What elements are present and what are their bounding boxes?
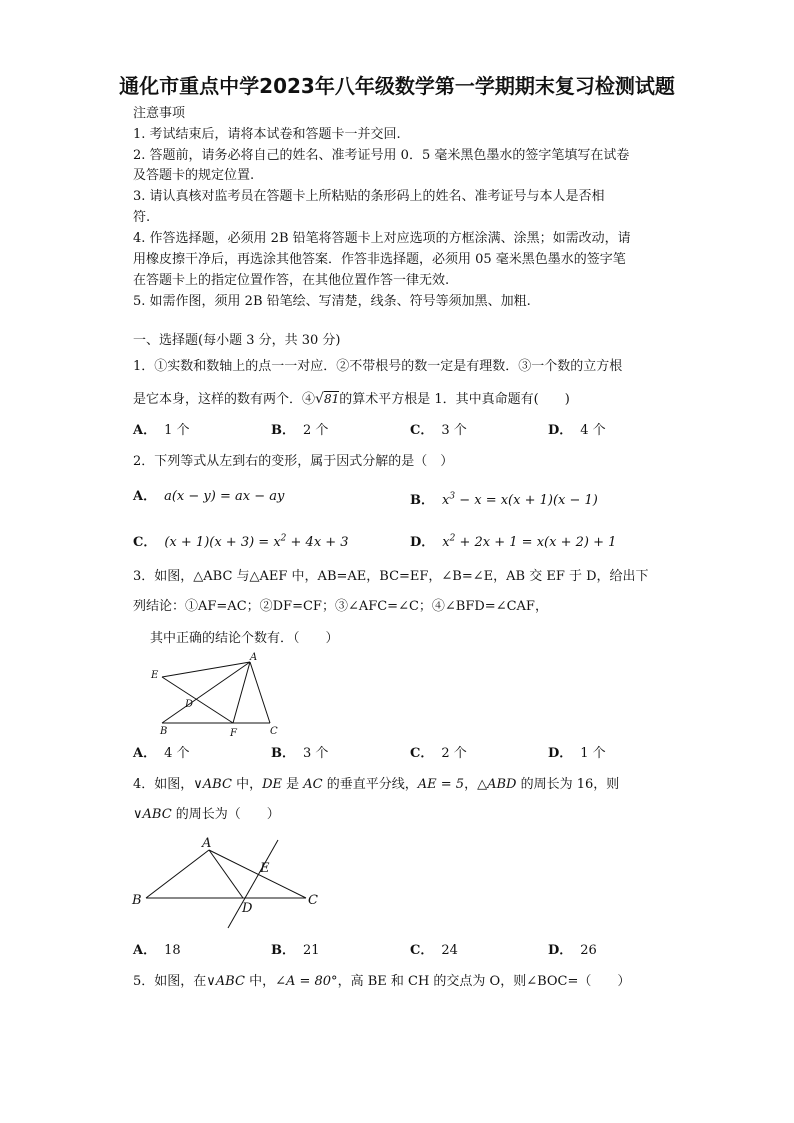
q1-text-b: 的算术平方根是 1．其中真命题有( ) — [339, 392, 570, 407]
q4-figure — [128, 832, 328, 932]
q4-line2: ∨ABC 的周长为（ ） — [133, 807, 280, 822]
q4-option-b[interactable]: B． 21 — [271, 943, 320, 958]
notice-line: 2. 答题前，请务必将自己的姓名、准考证号用 0．5 毫米黑色墨水的签字笔填写在试卷 — [133, 148, 630, 163]
notice-line: 用橡皮擦干净后，再选涂其他答案．作答非选择题，必须用 05 毫米黑色墨水的签字笔 — [133, 252, 626, 267]
q4-option-c[interactable]: C． 24 — [410, 943, 458, 958]
q1-radicand: 81 — [323, 392, 340, 406]
q1-option-d[interactable]: D． 4 个 — [548, 423, 606, 438]
q3-figure — [140, 650, 290, 742]
q3-option-c[interactable]: C． 2 个 — [410, 746, 467, 761]
q1-option-a[interactable]: A． 1 个 — [133, 423, 190, 438]
q1-line1: 1．①实数和数轴上的点一一对应．②不带根号的数一定是有理数．③一个数的立方根 — [133, 359, 623, 374]
q2-option-c[interactable]: C． $(x + 1)(x + 3) = x^2 + 4x + 3$ — [133, 534, 349, 551]
seg-BA — [146, 850, 209, 898]
q3-option-a[interactable]: A． 4 个 — [133, 746, 190, 761]
sqrt-sign: √ — [315, 391, 324, 407]
label-E: E — [260, 861, 270, 876]
q3-line3: 其中正确的结论个数有．（ ） — [150, 631, 339, 646]
seg-EA — [162, 662, 250, 677]
label-D: D — [185, 699, 194, 710]
seg-AF — [233, 662, 250, 723]
q4-line1: 4．如图，∨ABC 中，DE 是 AC 的垂直平分线，AE = 5，△ABD 的周长为 16，则 — [133, 777, 620, 792]
q2-stem: 2．下列等式从左到右的变形，属于因式分解的是（ ） — [133, 454, 454, 469]
line-DE — [228, 840, 278, 928]
q2-option-b[interactable]: B． $x^3 - x = x(x + 1)(x - 1)$ — [410, 492, 598, 509]
label-A: A — [250, 652, 258, 663]
q5-stem: 5．如图，在∨ABC 中，∠A = 80°，高 BE 和 CH 的交点为 O，则∠BOC=（ ） — [133, 974, 631, 989]
notice-line: 5. 如需作图，须用 2B 铅笔绘、写清楚，线条、符号等须加黑、加粗. — [133, 294, 531, 309]
notice-heading: 注意事项 — [133, 106, 186, 121]
q2-option-a[interactable]: A． a(x − y) = ax − ay — [133, 489, 285, 504]
label-C: C — [308, 893, 318, 908]
q4-option-d[interactable]: D． 26 — [548, 943, 597, 958]
q1-option-c[interactable]: C． 3 个 — [410, 423, 467, 438]
label-A: A — [202, 836, 212, 851]
notice-line: 符. — [133, 210, 151, 225]
notice-line: 1. 考试结束后，请将本试卷和答题卡一并交回. — [133, 127, 401, 142]
label-C: C — [270, 726, 278, 737]
seg-AD — [209, 850, 243, 898]
label-E: E — [151, 670, 159, 681]
q3-line1: 3．如图，△ABC 与△AEF 中，AB=AE，BC=EF，∠B=∠E，AB 交 EF 于 D，给出下 — [133, 569, 649, 584]
notice-line: 3. 请认真核对监考员在答题卡上所粘贴的条形码上的姓名、准考证号与本人是否相 — [133, 189, 605, 204]
seg-AC — [209, 850, 306, 898]
notice-line: 在答题卡上的指定位置作答，在其他位置作答一律无效. — [133, 273, 450, 288]
q3-option-b[interactable]: B． 3 个 — [271, 746, 329, 761]
notice-line: 及答题卡的规定位置. — [133, 168, 255, 183]
q3-option-d[interactable]: D． 1 个 — [548, 746, 606, 761]
q1-line2 — [133, 389, 570, 410]
seg-AB — [162, 662, 250, 723]
q2-option-d[interactable]: D． $x^2 + 2x + 1 = x(x + 2) + 1$ — [410, 534, 617, 551]
label-B: B — [160, 726, 168, 737]
seg-AC — [250, 662, 270, 723]
section-heading: 一、选择题(每小题 3 分，共 30 分) — [133, 333, 341, 348]
notice-line: 4. 作答选择题，必须用 2B 铅笔将答题卡上对应选项的方框涂满、涂黑；如需改动，请 — [133, 231, 631, 246]
q1-text-a: 是它本身，这样的数有两个．④ — [133, 392, 316, 407]
q4-option-a[interactable]: A． 18 — [133, 943, 181, 958]
page-title: 通化市重点中学2023年八年级数学第一学期期末复习检测试题 — [119, 74, 675, 98]
q1-option-b[interactable]: B． 2 个 — [271, 423, 329, 438]
q3-line2: 列结论：①AF=AC；②DF=CF；③∠AFC=∠C；④∠BFD=∠CAF， — [133, 599, 548, 614]
label-F: F — [230, 728, 237, 739]
label-D: D — [242, 901, 253, 916]
label-B: B — [132, 893, 142, 908]
